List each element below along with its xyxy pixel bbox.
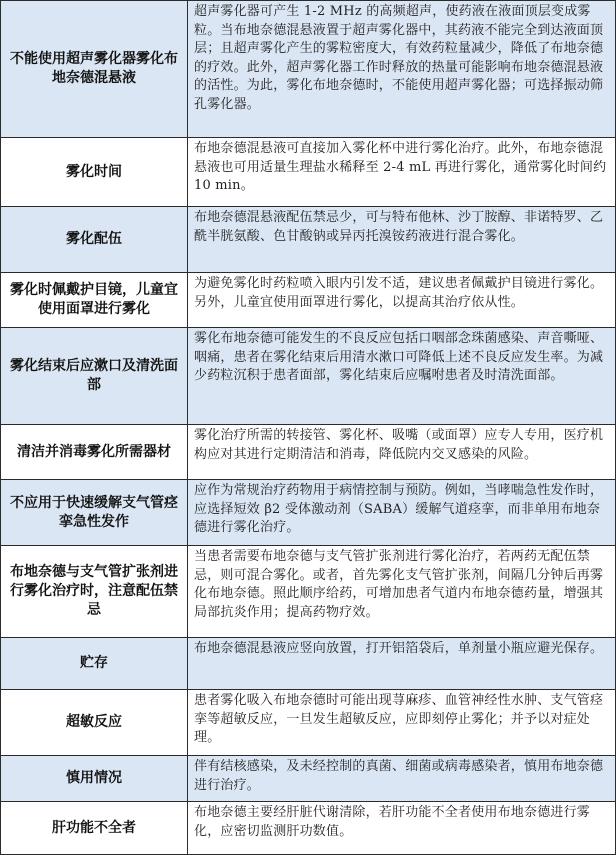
row-text: 当患者需要布地奈德与支气管扩张剂进行雾化治疗，若两药无配伍禁忌，则可混合雾化。或者，首先雾化支气管扩张剂，间隔几分钟后再雾化布地奈德。照此顺序给药，可增加患者气道内布地奈德药量，增强其局部抗炎作用；提高药物疗效。 (194, 549, 604, 620)
row-text: 超声雾化器可产生 1-2 MHz 的高频超声，使药液在液面顶层变成雾粒。当布地奈德混悬液置于超声雾化器中，其药液不能完全到达液面顶层；且超声雾化产生的雾粒密度大，有效药粒量减少，降低了布地奈德的疗效。此外，超声雾化器工作时释放的热量可能影响布地奈德混悬液的活性。为此，雾化布地奈德时，不能使用超声雾化器；可选择振动筛孔雾化器。 (188, 1, 615, 137)
row-label: 雾化时间 (1, 138, 188, 206)
table-row (1, 1, 615, 137)
row-label: 不应用于快速缓解支气管痉挛急性发作 (1, 480, 188, 545)
table-row (1, 479, 615, 545)
table-row (1, 327, 615, 424)
row-text: 雾化布地奈德可能发生的不良反应包括口咽部念珠菌感染、声音嘶哑、咽痛，患者在雾化结束后用清水漱口可降低上述不良反应发生率。为减少药粒沉积于患者面部，雾化结束后应嘱咐患者及时清洗面部。 (188, 328, 615, 424)
row-label: 超敏反应 (1, 690, 188, 755)
row-text: 布地奈德主要经肝脏代谢清除，若肝功能不全者使用布地奈德进行雾化，应密切监测肝功数值。 (194, 805, 591, 839)
row-label: 雾化结束后应漱口及清洗面部 (1, 328, 188, 424)
row-text: 为避免雾化时药粒喷入眼内引发不适，建议患者佩戴护目镜进行雾化。另外，儿童宜使用面罩进行雾化，以提高其治疗依从性。 (194, 276, 604, 310)
table-row (1, 755, 615, 801)
row-text: 伴有结核感染，及未经控制的真菌、细菌或病毒感染者，慎用布地奈德进行治疗。 (188, 756, 615, 801)
row-label: 布地奈德与支气管扩张剂进行雾化治疗时，注意配伍禁忌 (1, 546, 188, 637)
row-text: 布地奈德混悬液可直接加入雾化杯中进行雾化治疗。此外，布地奈德混悬液也可用适量生理盐水稀释至 2-4 mL 再进行雾化，通常雾化时间约 10 min。 (194, 141, 607, 193)
row-label: 清洁并消毒雾化所需器材 (1, 425, 188, 479)
row-label: 肝功能不全者 (1, 802, 188, 854)
row-text: 布地奈德混悬液应竖向放置，打开铝箔袋后，单剂量小瓶应避光保存。 (188, 638, 615, 689)
table-row (1, 637, 615, 689)
row-label: 慎用情况 (1, 756, 188, 801)
table-row (1, 137, 615, 206)
table-row (1, 272, 615, 327)
row-text: 雾化治疗所需的转接管、雾化杯、吸嘴（或面罩）应专人专用，医疗机构应对其进行定期清洁和消毒，降低院内交叉感染的风险。 (194, 428, 604, 462)
table-row (1, 545, 615, 637)
row-label: 不能使用超声雾化器雾化布地奈德混悬液 (1, 1, 188, 137)
row-text: 患者雾化吸入布地奈德时可能出现荨麻疹、血管神经性水肿、支气管痉挛等超敏反应，一旦发生超敏反应，应即刻停止雾化；并予以对症处理。 (194, 693, 604, 745)
row-text: 应作为常规治疗药物用于病情控制与预防。例如，当哮喘急性发作时，应选择短效 β2 受体激动剂（SABA）缓解气道痉挛，而非单用布地奈德进行雾化治疗。 (188, 480, 615, 545)
table-row (1, 424, 615, 479)
row-text: 布地奈德混悬液配伍禁忌少，可与特布他林、沙丁胺醇、非诺特罗、乙酰半胱氨酸、色甘酸钠或异丙托溴铵药液进行混合雾化。 (188, 207, 615, 272)
table-row (1, 689, 615, 755)
row-label: 雾化时佩戴护目镜，儿童宜使用面罩进行雾化 (1, 273, 188, 327)
table-row (1, 206, 615, 272)
row-label: 雾化配伍 (1, 207, 188, 272)
table-row (1, 801, 615, 854)
row-label: 贮存 (1, 638, 188, 689)
